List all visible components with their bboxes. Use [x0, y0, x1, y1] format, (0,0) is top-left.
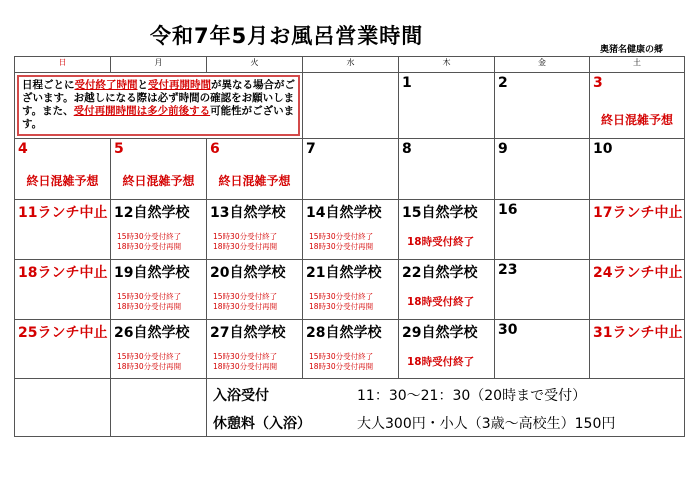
reception-end-note: 15時30分受付終了: [117, 292, 182, 301]
day-cell-7: [303, 139, 399, 200]
reception-end-note: 15時30分受付終了: [117, 352, 182, 361]
reception-end-note: 18時受付終了: [407, 296, 475, 308]
day-cell-26: [111, 320, 207, 379]
weekday-sat: 土: [590, 57, 685, 73]
day-number: 14自然学校: [306, 205, 382, 221]
weekday-mon: 月: [111, 57, 207, 73]
day-number: 28自然学校: [306, 325, 382, 341]
reception-restart-note: 18時30分受付再開: [213, 362, 278, 371]
day-cell-16: [495, 200, 590, 260]
reception-restart-note: 18時30分受付再開: [117, 362, 182, 371]
week-row-1: [15, 73, 685, 139]
reception-end-note: 15時30分受付終了: [213, 232, 278, 241]
info-cell: [207, 379, 685, 437]
organization-name: 奥猪名健康の郷: [600, 45, 664, 55]
reception-restart-note: 18時30分受付再開: [117, 242, 182, 251]
day-number: 27自然学校: [210, 325, 286, 341]
info-empty-cell: [111, 379, 207, 437]
weekday-wed: 水: [303, 57, 399, 73]
day-number: 30: [498, 322, 518, 338]
weekday-thu: 木: [399, 57, 495, 73]
day-number: 26自然学校: [114, 325, 190, 341]
day-cell-25: [15, 320, 111, 379]
reception-restart-note: 18時30分受付再開: [309, 242, 374, 251]
page-title: 令和7年5月お風呂営業時間: [150, 24, 424, 48]
day-number: 2: [498, 75, 508, 91]
day-cell-5: [111, 139, 207, 200]
day-number: 23: [498, 262, 518, 278]
day-cell-15: [399, 200, 495, 260]
info-row: [15, 379, 685, 437]
day-cell-2: [495, 73, 590, 139]
day-cell-24: [590, 260, 685, 320]
day-number: 7: [306, 141, 316, 157]
day-cell-3: [590, 73, 685, 139]
calendar-table: [14, 56, 685, 437]
notice-text-1: 日程ごとに: [22, 79, 75, 91]
day-number: 21自然学校: [306, 265, 382, 281]
notice-highlight-restart: 受付再開時間: [148, 79, 211, 91]
weekday-fri: 金: [495, 57, 590, 73]
day-cell-4: [15, 139, 111, 200]
reception-end-note: 15時30分受付終了: [213, 292, 278, 301]
day-cell-13: [207, 200, 303, 260]
day-number: 19自然学校: [114, 265, 190, 281]
day-cell-31: [590, 320, 685, 379]
day-number: 20自然学校: [210, 265, 286, 281]
week-row-2: [15, 139, 685, 200]
day-number: 4: [18, 141, 28, 157]
day-number: 6: [210, 141, 220, 157]
day-cell-30: [495, 320, 590, 379]
day-cell-8: [399, 139, 495, 200]
reception-end-note: 15時30分受付終了: [309, 292, 374, 301]
day-number: 1: [402, 75, 412, 91]
notice-text-4: 可能性がございます。: [22, 105, 295, 130]
day-number: 25ランチ中止: [18, 325, 108, 341]
day-cell-29: [399, 320, 495, 379]
week-row-4: [15, 260, 685, 320]
day-cell-23: [495, 260, 590, 320]
week-row-3: [15, 200, 685, 260]
notice-box: [17, 75, 300, 136]
notice-highlight-vary: 受付再開時間は多少前後する: [73, 105, 211, 117]
weekday-header-row: [15, 57, 685, 73]
reception-end-note: 18時受付終了: [407, 236, 475, 248]
day-number: 16: [498, 202, 518, 218]
day-number: 15自然学校: [402, 205, 478, 221]
day-number: 8: [402, 141, 412, 157]
congestion-note: 終日混雑予想: [218, 174, 291, 188]
day-cell-6: [207, 139, 303, 200]
day-cell-17: [590, 200, 685, 260]
reception-end-note: 18時受付終了: [407, 356, 475, 368]
day-cell-21: [303, 260, 399, 320]
day-cell-11: [15, 200, 111, 260]
notice-text-3: が異なる場合がございます。お越しになる際は必ず時間の確認をお願いします。また、: [22, 79, 295, 117]
reception-restart-note: 18時30分受付再開: [117, 302, 182, 311]
day-number: 9: [498, 141, 508, 157]
day-cell-14: [303, 200, 399, 260]
weekday-tue: 火: [207, 57, 303, 73]
day-number: 5: [114, 141, 124, 157]
day-number: 13自然学校: [210, 205, 286, 221]
congestion-note: 終日混雑予想: [122, 174, 195, 188]
reception-value: 11：30～21：30（20時まで受付）: [357, 388, 587, 404]
day-cell-19: [111, 260, 207, 320]
congestion-note: 終日混雑予想: [600, 113, 673, 127]
reception-restart-note: 18時30分受付再開: [213, 242, 278, 251]
day-cell-20: [207, 260, 303, 320]
day-number: 12自然学校: [114, 205, 190, 221]
day-number: 10: [593, 141, 613, 157]
day-number: 11ランチ中止: [18, 205, 108, 221]
weekday-sun: 日: [15, 57, 111, 73]
day-number: 31ランチ中止: [593, 325, 683, 341]
congestion-note: 終日混雑予想: [26, 174, 99, 188]
day-number: 24ランチ中止: [593, 265, 683, 281]
day-cell-9: [495, 139, 590, 200]
day-number: 17ランチ中止: [593, 205, 683, 221]
day-cell-empty: [303, 73, 399, 139]
notice-text-2: と: [137, 79, 148, 91]
reception-restart-note: 18時30分受付再開: [309, 362, 374, 371]
fee-label: 休憩料（入浴）: [213, 416, 311, 432]
day-cell-27: [207, 320, 303, 379]
day-number: 3: [593, 75, 603, 91]
day-cell-18: [15, 260, 111, 320]
fee-value: 大人300円・小人（3歳～高校生）150円: [357, 416, 616, 432]
day-number: 22自然学校: [402, 265, 478, 281]
week-row-5: [15, 320, 685, 379]
day-number: 18ランチ中止: [18, 265, 108, 281]
reception-end-note: 15時30分受付終了: [213, 352, 278, 361]
reception-end-note: 15時30分受付終了: [309, 352, 374, 361]
reception-restart-note: 18時30分受付再開: [213, 302, 278, 311]
day-cell-1: [399, 73, 495, 139]
day-cell-28: [303, 320, 399, 379]
day-cell-10: [590, 139, 685, 200]
notice-highlight-end: 受付終了時間: [74, 79, 138, 91]
reception-label: 入浴受付: [213, 388, 269, 404]
reception-end-note: 15時30分受付終了: [117, 232, 182, 241]
reception-end-note: 15時30分受付終了: [309, 232, 374, 241]
day-cell-12: [111, 200, 207, 260]
info-empty-cell: [15, 379, 111, 437]
reception-restart-note: 18時30分受付再開: [309, 302, 374, 311]
day-cell-22: [399, 260, 495, 320]
notice-cell: [15, 73, 303, 139]
day-number: 29自然学校: [402, 325, 478, 341]
